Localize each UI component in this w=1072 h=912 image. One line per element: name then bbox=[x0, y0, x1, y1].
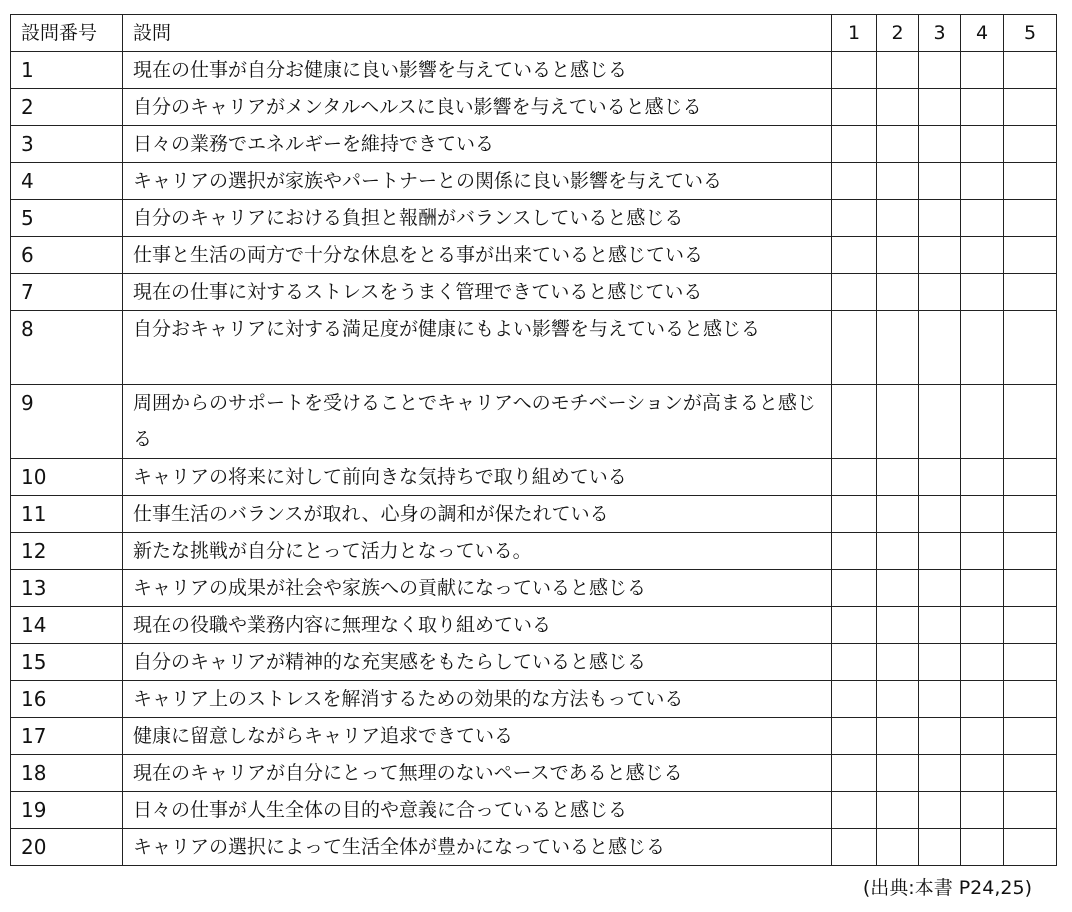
rating-cell-3[interactable] bbox=[919, 533, 961, 570]
table-row bbox=[11, 496, 1057, 533]
rating-cell-4[interactable] bbox=[961, 829, 1004, 866]
rating-cell-2[interactable] bbox=[877, 681, 919, 718]
rating-cell-1[interactable] bbox=[832, 274, 877, 311]
question-number: 6 bbox=[11, 237, 123, 274]
table-row bbox=[11, 274, 1057, 311]
scale-header-1: 1 bbox=[832, 15, 877, 52]
rating-cell-4[interactable] bbox=[961, 274, 1004, 311]
question-rows bbox=[11, 52, 1057, 866]
rating-cell-3[interactable] bbox=[919, 496, 961, 533]
question-text: キャリアの選択が家族やパートナーとの関係に良い影響を与えている bbox=[123, 163, 832, 200]
rating-cell-2[interactable] bbox=[877, 533, 919, 570]
question-number: 12 bbox=[11, 533, 123, 570]
rating-cell-4[interactable] bbox=[961, 681, 1004, 718]
rating-cell-3[interactable] bbox=[919, 459, 961, 496]
question-number: 20 bbox=[11, 829, 123, 866]
question-text: 日々の業務でエネルギーを維持できている bbox=[123, 126, 832, 163]
question-text: 日々の仕事が人生全体の目的や意義に合っていると感じる bbox=[123, 792, 832, 829]
rating-cell-1[interactable] bbox=[832, 163, 877, 200]
rating-cell-2[interactable] bbox=[877, 644, 919, 681]
rating-cell-5[interactable] bbox=[1004, 89, 1057, 126]
rating-cell-1[interactable] bbox=[832, 237, 877, 274]
table-row bbox=[11, 200, 1057, 237]
rating-cell-4[interactable] bbox=[961, 459, 1004, 496]
rating-cell-3[interactable] bbox=[919, 570, 961, 607]
table-row bbox=[11, 52, 1057, 89]
rating-cell-2[interactable] bbox=[877, 496, 919, 533]
question-text: キャリア上のストレスを解消するための効果的な方法もっている bbox=[123, 681, 832, 718]
rating-cell-4[interactable] bbox=[961, 163, 1004, 200]
rating-cell-2[interactable] bbox=[877, 755, 919, 792]
rating-cell-4[interactable] bbox=[961, 237, 1004, 274]
question-number: 18 bbox=[11, 755, 123, 792]
rating-cell-5[interactable] bbox=[1004, 200, 1057, 237]
rating-cell-2[interactable] bbox=[877, 200, 919, 237]
rating-cell-5[interactable] bbox=[1004, 755, 1057, 792]
rating-cell-1[interactable] bbox=[832, 681, 877, 718]
rating-cell-2[interactable] bbox=[877, 829, 919, 866]
rating-cell-5[interactable] bbox=[1004, 607, 1057, 644]
rating-cell-4[interactable] bbox=[961, 52, 1004, 89]
question-number: 16 bbox=[11, 681, 123, 718]
rating-cell-3[interactable] bbox=[919, 311, 961, 385]
rating-cell-1[interactable] bbox=[832, 792, 877, 829]
rating-cell-1[interactable] bbox=[832, 829, 877, 866]
question-text: 自分のキャリアがメンタルヘルスに良い影響を与えていると感じる bbox=[123, 89, 832, 126]
rating-cell-3[interactable] bbox=[919, 829, 961, 866]
table-row bbox=[11, 237, 1057, 274]
rating-cell-1[interactable] bbox=[832, 126, 877, 163]
question-number: 17 bbox=[11, 718, 123, 755]
rating-cell-5[interactable] bbox=[1004, 163, 1057, 200]
rating-cell-4[interactable] bbox=[961, 792, 1004, 829]
rating-cell-2[interactable] bbox=[877, 89, 919, 126]
table-row bbox=[11, 792, 1057, 829]
rating-cell-5[interactable] bbox=[1004, 496, 1057, 533]
rating-cell-5[interactable] bbox=[1004, 644, 1057, 681]
scale-header-5: 5 bbox=[1004, 15, 1057, 52]
rating-cell-5[interactable] bbox=[1004, 385, 1057, 459]
rating-cell-5[interactable] bbox=[1004, 533, 1057, 570]
rating-cell-4[interactable] bbox=[961, 718, 1004, 755]
rating-cell-2[interactable] bbox=[877, 570, 919, 607]
rating-cell-4[interactable] bbox=[961, 126, 1004, 163]
rating-cell-4[interactable] bbox=[961, 644, 1004, 681]
rating-cell-3[interactable] bbox=[919, 274, 961, 311]
question-number: 19 bbox=[11, 792, 123, 829]
rating-cell-1[interactable] bbox=[832, 496, 877, 533]
question-text: 周囲からのサポートを受けることでキャリアへのモチベーションが高まると感じる bbox=[123, 385, 832, 459]
rating-cell-1[interactable] bbox=[832, 200, 877, 237]
table-row bbox=[11, 385, 1057, 459]
rating-cell-2[interactable] bbox=[877, 607, 919, 644]
table-row bbox=[11, 755, 1057, 792]
question-header: 設問 bbox=[123, 15, 832, 52]
source-citation: (出典:本書 P24,25) bbox=[862, 877, 1032, 899]
rating-cell-3[interactable] bbox=[919, 89, 961, 126]
rating-cell-3[interactable] bbox=[919, 385, 961, 459]
rating-cell-1[interactable] bbox=[832, 385, 877, 459]
question-number: 2 bbox=[11, 89, 123, 126]
question-number: 9 bbox=[11, 385, 123, 459]
rating-cell-2[interactable] bbox=[877, 274, 919, 311]
table-row bbox=[11, 89, 1057, 126]
question-number-header: 設問番号 bbox=[11, 15, 123, 52]
rating-cell-2[interactable] bbox=[877, 126, 919, 163]
rating-cell-2[interactable] bbox=[877, 163, 919, 200]
question-text: キャリアの成果が社会や家族への貢献になっていると感じる bbox=[123, 570, 832, 607]
rating-cell-1[interactable] bbox=[832, 755, 877, 792]
rating-cell-4[interactable] bbox=[961, 385, 1004, 459]
rating-cell-4[interactable] bbox=[961, 570, 1004, 607]
rating-cell-2[interactable] bbox=[877, 52, 919, 89]
rating-cell-4[interactable] bbox=[961, 607, 1004, 644]
rating-cell-3[interactable] bbox=[919, 163, 961, 200]
question-text: 自分おキャリアに対する満足度が健康にもよい影響を与えていると感じる bbox=[123, 311, 832, 385]
rating-cell-3[interactable] bbox=[919, 644, 961, 681]
rating-cell-2[interactable] bbox=[877, 792, 919, 829]
table-row bbox=[11, 607, 1057, 644]
scale-header-4: 4 bbox=[961, 15, 1004, 52]
rating-cell-3[interactable] bbox=[919, 200, 961, 237]
header-row bbox=[11, 15, 1057, 52]
question-text: 仕事と生活の両方で十分な休息をとる事が出来ていると感じている bbox=[123, 237, 832, 274]
rating-cell-2[interactable] bbox=[877, 718, 919, 755]
table-row bbox=[11, 126, 1057, 163]
rating-cell-5[interactable] bbox=[1004, 718, 1057, 755]
question-text: 自分のキャリアが精神的な充実感をもたらしていると感じる bbox=[123, 644, 832, 681]
question-text: キャリアの選択によって生活全体が豊かになっていると感じる bbox=[123, 829, 832, 866]
rating-cell-5[interactable] bbox=[1004, 126, 1057, 163]
rating-cell-1[interactable] bbox=[832, 311, 877, 385]
question-number: 7 bbox=[11, 274, 123, 311]
question-number: 13 bbox=[11, 570, 123, 607]
rating-cell-5[interactable] bbox=[1004, 237, 1057, 274]
table-row bbox=[11, 533, 1057, 570]
rating-cell-1[interactable] bbox=[832, 718, 877, 755]
rating-cell-5[interactable] bbox=[1004, 681, 1057, 718]
question-number: 11 bbox=[11, 496, 123, 533]
table-row bbox=[11, 644, 1057, 681]
table-row bbox=[11, 570, 1057, 607]
question-text: 自分のキャリアにおける負担と報酬がバランスしていると感じる bbox=[123, 200, 832, 237]
question-text: 現在の仕事が自分お健康に良い影響を与えていると感じる bbox=[123, 52, 832, 89]
question-number: 1 bbox=[11, 52, 123, 89]
question-text: 現在の役職や業務内容に無理なく取り組めている bbox=[123, 607, 832, 644]
rating-cell-3[interactable] bbox=[919, 718, 961, 755]
rating-cell-5[interactable] bbox=[1004, 829, 1057, 866]
rating-cell-3[interactable] bbox=[919, 237, 961, 274]
rating-cell-4[interactable] bbox=[961, 200, 1004, 237]
rating-cell-1[interactable] bbox=[832, 52, 877, 89]
rating-cell-1[interactable] bbox=[832, 607, 877, 644]
table-row bbox=[11, 681, 1057, 718]
rating-cell-5[interactable] bbox=[1004, 459, 1057, 496]
rating-cell-1[interactable] bbox=[832, 89, 877, 126]
question-text: キャリアの将来に対して前向きな気持ちで取り組めている bbox=[123, 459, 832, 496]
question-number: 4 bbox=[11, 163, 123, 200]
scale-header-2: 2 bbox=[877, 15, 919, 52]
question-text: 新たな挑戦が自分にとって活力となっている。 bbox=[123, 533, 832, 570]
table-row bbox=[11, 829, 1057, 866]
table-row bbox=[11, 311, 1057, 385]
rating-cell-5[interactable] bbox=[1004, 311, 1057, 385]
table-row bbox=[11, 459, 1057, 496]
rating-cell-5[interactable] bbox=[1004, 52, 1057, 89]
question-text: 現在の仕事に対するストレスをうまく管理できていると感じている bbox=[123, 274, 832, 311]
question-text: 健康に留意しながらキャリア追求できている bbox=[123, 718, 832, 755]
rating-cell-4[interactable] bbox=[961, 533, 1004, 570]
rating-cell-2[interactable] bbox=[877, 237, 919, 274]
rating-cell-3[interactable] bbox=[919, 681, 961, 718]
question-number: 14 bbox=[11, 607, 123, 644]
rating-cell-3[interactable] bbox=[919, 126, 961, 163]
question-text: 現在のキャリアが自分にとって無理のないペースであると感じる bbox=[123, 755, 832, 792]
rating-cell-3[interactable] bbox=[919, 755, 961, 792]
rating-cell-5[interactable] bbox=[1004, 792, 1057, 829]
question-number: 10 bbox=[11, 459, 123, 496]
rating-cell-3[interactable] bbox=[919, 792, 961, 829]
rating-cell-2[interactable] bbox=[877, 385, 919, 459]
rating-cell-1[interactable] bbox=[832, 644, 877, 681]
survey-table bbox=[10, 14, 1057, 866]
question-number: 3 bbox=[11, 126, 123, 163]
table-row bbox=[11, 163, 1057, 200]
rating-cell-1[interactable] bbox=[832, 459, 877, 496]
question-text: 仕事生活のバランスが取れ、心身の調和が保たれている bbox=[123, 496, 832, 533]
scale-header-3: 3 bbox=[919, 15, 961, 52]
rating-cell-3[interactable] bbox=[919, 607, 961, 644]
rating-cell-2[interactable] bbox=[877, 459, 919, 496]
rating-cell-5[interactable] bbox=[1004, 570, 1057, 607]
rating-cell-4[interactable] bbox=[961, 755, 1004, 792]
rating-cell-1[interactable] bbox=[832, 570, 877, 607]
rating-cell-4[interactable] bbox=[961, 89, 1004, 126]
question-number: 15 bbox=[11, 644, 123, 681]
question-number: 8 bbox=[11, 311, 123, 385]
rating-cell-2[interactable] bbox=[877, 311, 919, 385]
table-row bbox=[11, 718, 1057, 755]
question-number: 5 bbox=[11, 200, 123, 237]
rating-cell-1[interactable] bbox=[832, 533, 877, 570]
rating-cell-4[interactable] bbox=[961, 496, 1004, 533]
rating-cell-4[interactable] bbox=[961, 311, 1004, 385]
rating-cell-5[interactable] bbox=[1004, 274, 1057, 311]
rating-cell-3[interactable] bbox=[919, 52, 961, 89]
